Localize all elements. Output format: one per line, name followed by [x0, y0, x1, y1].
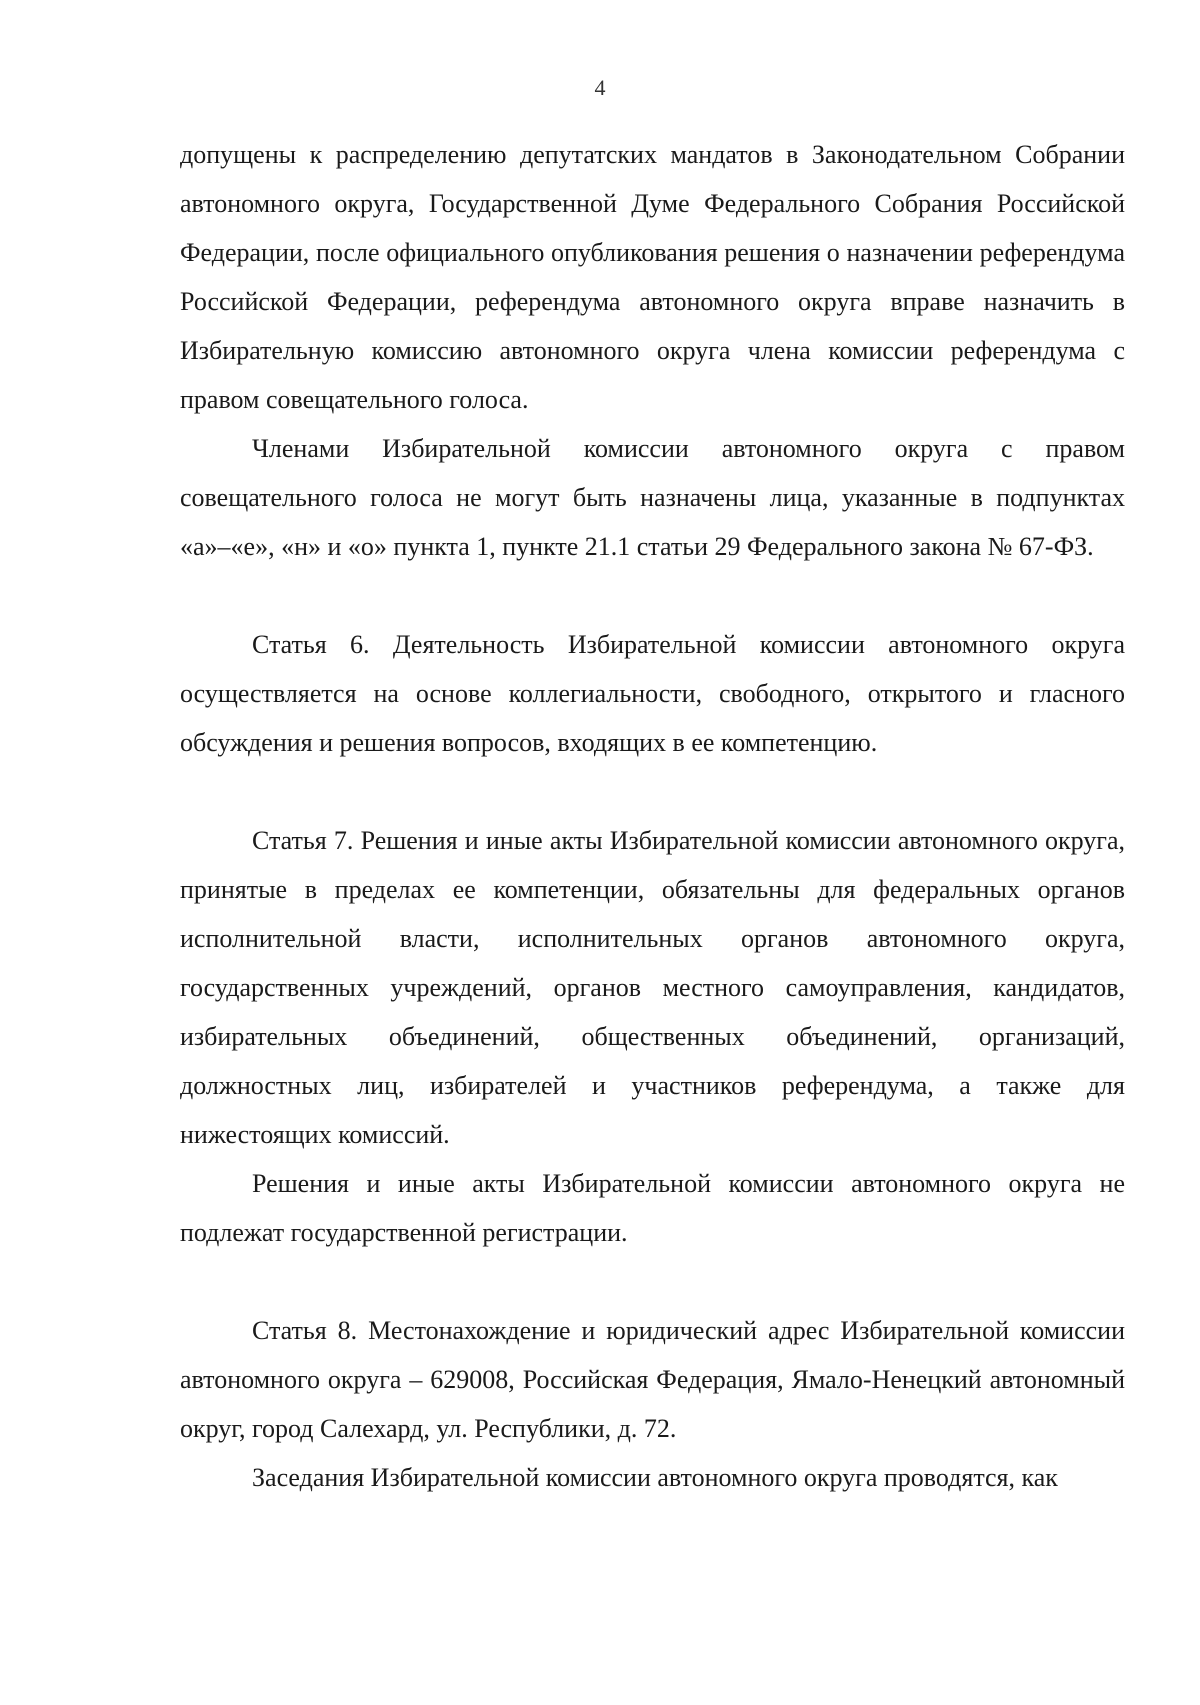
article-6-paragraph: Статья 6. Деятельность Избирательной комиссии автономного округа осуществляется на основе коллегиальности, свободного, открытого и гласного обсуждения и решения вопросов, входящих в ее компетенцию. [180, 630, 1125, 757]
paragraph-spacer [180, 571, 1125, 620]
paragraph-continuation: допущены к распределению депутатских мандатов в Законодательном Собрании автономного округа, Государственной Думе Федерального Собрания Российской Федерации, после официального опубликования решения о назначении референдума Российской Федерации, референдума автономного округа вправе назначить в Избирательную комиссию автономного округа члена комиссии референдума с правом совещательного голоса. [180, 140, 1125, 414]
meetings-paragraph: Заседания Избирательной комиссии автономного округа проводятся, как [252, 1463, 1058, 1492]
paragraph-spacer [180, 1257, 1125, 1306]
article-7-paragraph: Статья 7. Решения и иные акты Избирательной комиссии автономного округа, принятые в пределах ее компетенции, обязательны для федеральных органов исполнительной власти, исполнительных органов автономного округа, государственных учреждений, органов местного самоуправления, кандидатов, избирательных объединений, общественных объединений, организаций, должностных лиц, избирателей и участников референдума, а также для нижестоящих комиссий. [180, 826, 1125, 1149]
article-7-registration-paragraph: Решения и иные акты Избирательной комиссии автономного округа не подлежат государственной регистрации. [180, 1169, 1125, 1247]
paragraph-advisory-members: Членами Избирательной комиссии автономного округа с правом совещательного голоса не могут быть назначены лица, указанные в подпунктах «а»–«е», «н» и «о» пункта 1, пункте 21.1 статьи 29 Федерального закона № 67-ФЗ. [180, 434, 1125, 561]
article-8-paragraph: Статья 8. Местонахождение и юридический адрес Избирательной комиссии автономного округа – 629008, Российская Федерация, Ямало-Ненецкий автономный округ, город Салехард, ул. Республики, д. 72. [180, 1316, 1125, 1443]
document-body [180, 130, 1125, 1502]
page-number: 4 [594, 75, 606, 100]
paragraph-spacer [180, 767, 1125, 816]
